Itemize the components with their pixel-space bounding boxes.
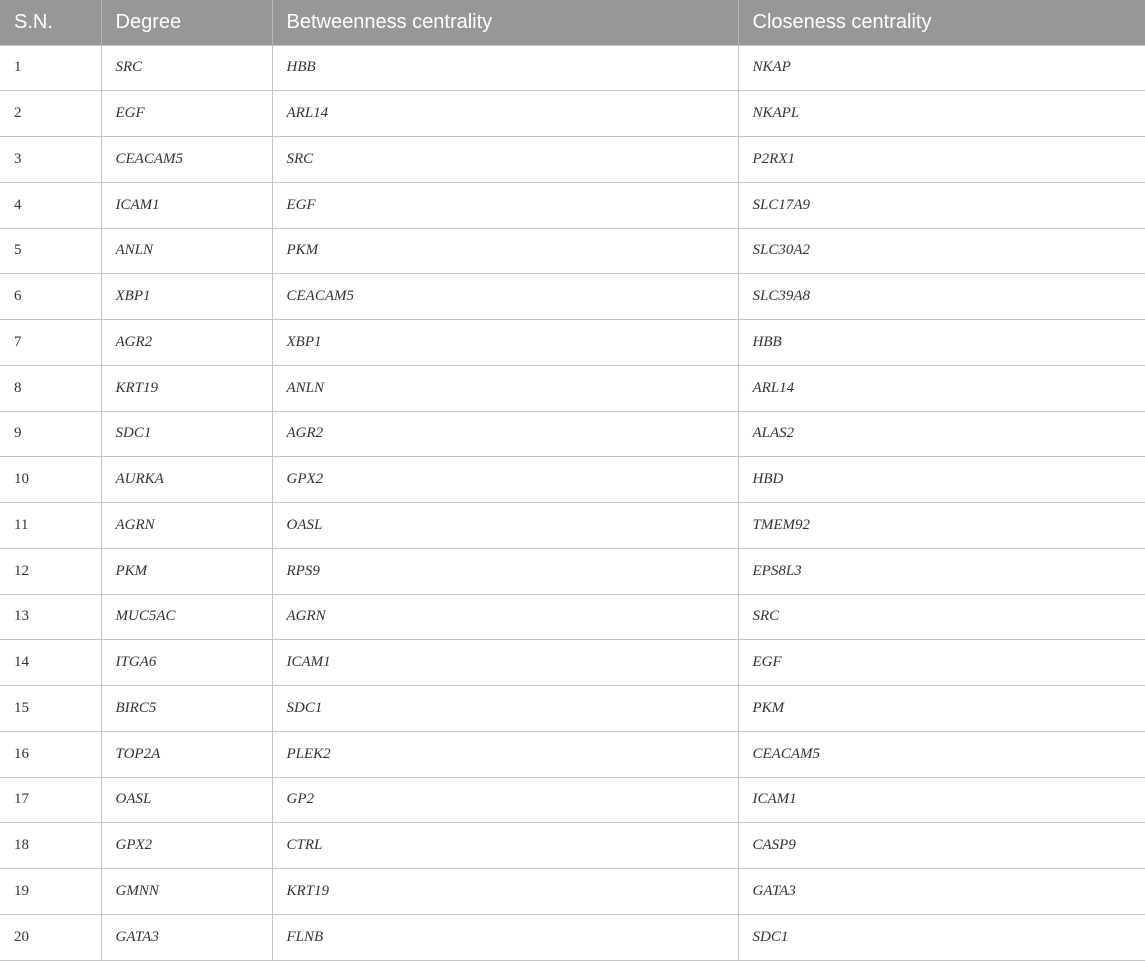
cell-sn: 2 bbox=[0, 91, 101, 137]
header-betweenness: Betweenness centrality bbox=[272, 0, 738, 45]
cell-degree: EGF bbox=[101, 91, 272, 137]
cell-closeness: CEACAM5 bbox=[738, 731, 1145, 777]
cell-betweenness: XBP1 bbox=[272, 320, 738, 366]
cell-betweenness: EGF bbox=[272, 182, 738, 228]
cell-sn: 6 bbox=[0, 274, 101, 320]
cell-sn: 3 bbox=[0, 137, 101, 183]
cell-degree: KRT19 bbox=[101, 365, 272, 411]
header-row bbox=[0, 0, 1145, 45]
table-row bbox=[0, 640, 1145, 686]
cell-sn: 12 bbox=[0, 548, 101, 594]
cell-sn: 1 bbox=[0, 45, 101, 91]
cell-betweenness: SDC1 bbox=[272, 686, 738, 732]
cell-betweenness: ICAM1 bbox=[272, 640, 738, 686]
header-sn: S.N. bbox=[0, 0, 101, 45]
cell-betweenness: FLNB bbox=[272, 914, 738, 960]
table-row bbox=[0, 274, 1145, 320]
cell-betweenness: OASL bbox=[272, 503, 738, 549]
cell-degree: OASL bbox=[101, 777, 272, 823]
cell-betweenness: KRT19 bbox=[272, 869, 738, 915]
cell-closeness: HBB bbox=[738, 320, 1145, 366]
cell-betweenness: GP2 bbox=[272, 777, 738, 823]
cell-degree: AGR2 bbox=[101, 320, 272, 366]
table-row bbox=[0, 457, 1145, 503]
cell-degree: AURKA bbox=[101, 457, 272, 503]
table-row bbox=[0, 228, 1145, 274]
table-row bbox=[0, 594, 1145, 640]
cell-betweenness: ARL14 bbox=[272, 91, 738, 137]
table-row bbox=[0, 731, 1145, 777]
cell-sn: 4 bbox=[0, 182, 101, 228]
cell-closeness: NKAPL bbox=[738, 91, 1145, 137]
cell-closeness: EGF bbox=[738, 640, 1145, 686]
cell-sn: 14 bbox=[0, 640, 101, 686]
cell-closeness: SDC1 bbox=[738, 914, 1145, 960]
cell-degree: AGRN bbox=[101, 503, 272, 549]
table-row bbox=[0, 777, 1145, 823]
cell-betweenness: SRC bbox=[272, 137, 738, 183]
cell-sn: 11 bbox=[0, 503, 101, 549]
table-row bbox=[0, 91, 1145, 137]
table-row bbox=[0, 548, 1145, 594]
cell-betweenness: AGRN bbox=[272, 594, 738, 640]
cell-betweenness: GPX2 bbox=[272, 457, 738, 503]
cell-closeness: HBD bbox=[738, 457, 1145, 503]
cell-closeness: SLC39A8 bbox=[738, 274, 1145, 320]
cell-closeness: SLC17A9 bbox=[738, 182, 1145, 228]
cell-sn: 10 bbox=[0, 457, 101, 503]
table-row bbox=[0, 320, 1145, 366]
cell-closeness: SRC bbox=[738, 594, 1145, 640]
cell-closeness: PKM bbox=[738, 686, 1145, 732]
cell-closeness: CASP9 bbox=[738, 823, 1145, 869]
cell-betweenness: RPS9 bbox=[272, 548, 738, 594]
table-row bbox=[0, 503, 1145, 549]
header-closeness: Closeness centrality bbox=[738, 0, 1145, 45]
cell-betweenness: PLEK2 bbox=[272, 731, 738, 777]
table-row bbox=[0, 137, 1145, 183]
cell-closeness: ICAM1 bbox=[738, 777, 1145, 823]
header-degree: Degree bbox=[101, 0, 272, 45]
table-row bbox=[0, 823, 1145, 869]
cell-betweenness: CTRL bbox=[272, 823, 738, 869]
cell-closeness: P2RX1 bbox=[738, 137, 1145, 183]
table-row bbox=[0, 45, 1145, 91]
cell-degree: GMNN bbox=[101, 869, 272, 915]
cell-sn: 15 bbox=[0, 686, 101, 732]
cell-sn: 19 bbox=[0, 869, 101, 915]
cell-closeness: SLC30A2 bbox=[738, 228, 1145, 274]
cell-betweenness: CEACAM5 bbox=[272, 274, 738, 320]
cell-sn: 8 bbox=[0, 365, 101, 411]
table-row bbox=[0, 365, 1145, 411]
cell-closeness: TMEM92 bbox=[738, 503, 1145, 549]
cell-degree: BIRC5 bbox=[101, 686, 272, 732]
cell-betweenness: HBB bbox=[272, 45, 738, 91]
cell-sn: 16 bbox=[0, 731, 101, 777]
table-row bbox=[0, 411, 1145, 457]
table-body bbox=[0, 45, 1145, 960]
cell-closeness: EPS8L3 bbox=[738, 548, 1145, 594]
table-row bbox=[0, 869, 1145, 915]
cell-degree: ITGA6 bbox=[101, 640, 272, 686]
cell-degree: XBP1 bbox=[101, 274, 272, 320]
cell-sn: 17 bbox=[0, 777, 101, 823]
cell-sn: 9 bbox=[0, 411, 101, 457]
cell-degree: MUC5AC bbox=[101, 594, 272, 640]
cell-degree: GPX2 bbox=[101, 823, 272, 869]
cell-degree: ICAM1 bbox=[101, 182, 272, 228]
cell-closeness: GATA3 bbox=[738, 869, 1145, 915]
table-row bbox=[0, 182, 1145, 228]
table-row bbox=[0, 686, 1145, 732]
cell-degree: ANLN bbox=[101, 228, 272, 274]
table-header bbox=[0, 0, 1145, 45]
cell-degree: CEACAM5 bbox=[101, 137, 272, 183]
cell-betweenness: ANLN bbox=[272, 365, 738, 411]
cell-degree: SDC1 bbox=[101, 411, 272, 457]
cell-sn: 18 bbox=[0, 823, 101, 869]
cell-closeness: ALAS2 bbox=[738, 411, 1145, 457]
table-row bbox=[0, 914, 1145, 960]
cell-sn: 7 bbox=[0, 320, 101, 366]
cell-sn: 13 bbox=[0, 594, 101, 640]
cell-betweenness: PKM bbox=[272, 228, 738, 274]
cell-degree: PKM bbox=[101, 548, 272, 594]
cell-sn: 20 bbox=[0, 914, 101, 960]
cell-degree: TOP2A bbox=[101, 731, 272, 777]
cell-closeness: NKAP bbox=[738, 45, 1145, 91]
cell-degree: GATA3 bbox=[101, 914, 272, 960]
cell-closeness: ARL14 bbox=[738, 365, 1145, 411]
cell-betweenness: AGR2 bbox=[272, 411, 738, 457]
cell-sn: 5 bbox=[0, 228, 101, 274]
cell-degree: SRC bbox=[101, 45, 272, 91]
